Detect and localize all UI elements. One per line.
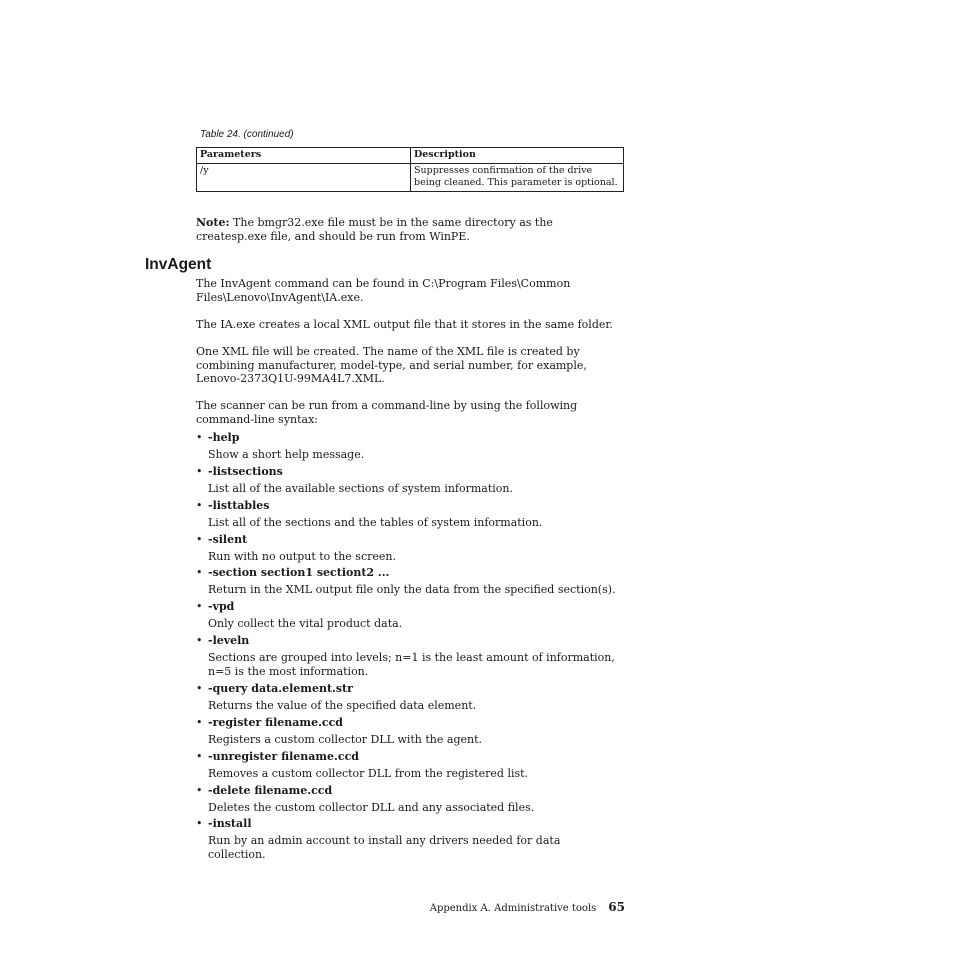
option-description: Only collect the vital product data. <box>208 617 403 630</box>
table-header-parameters: Parameters <box>197 148 411 164</box>
footer-text: Appendix A. Administrative tools <box>429 903 597 914</box>
bullet-icon: • <box>196 600 203 613</box>
bullet-icon: • <box>196 566 203 579</box>
paragraph-location: The InvAgent command can be found in C:\Program Files\Common Files\Lenovo\InvAgent\IA.exe. <box>196 277 571 304</box>
bullet-icon: • <box>196 533 203 546</box>
option-description: Registers a custom collector DLL with the agent. <box>208 733 483 746</box>
option-name: -leveln <box>208 634 250 647</box>
option-name: -unregister filename.ccd <box>208 750 359 763</box>
option-description: Removes a custom collector DLL from the registered list. <box>208 767 529 780</box>
table-row <box>197 164 624 192</box>
paragraph-output: The IA.exe creates a local XML output file that it stores in the same folder. <box>196 318 613 331</box>
option-name: -listsections <box>208 465 283 478</box>
bullet-icon: • <box>196 499 203 512</box>
option-name: -install <box>208 817 252 830</box>
table-cell-parameter: /y <box>197 164 411 192</box>
option-name: -listtables <box>208 499 270 512</box>
option-description: Show a short help message. <box>208 448 365 461</box>
option-name: -silent <box>208 533 248 546</box>
table-caption: Table 24. (continued) <box>200 129 294 140</box>
option-name: -query data.element.str <box>208 682 353 695</box>
note-text: The bmgr32.exe file must be in the same directory as the createsp.exe file, and should be run from WinPE. <box>196 216 553 243</box>
bullet-icon: • <box>196 431 203 444</box>
option-description: List all of the available sections of system information. <box>208 482 514 495</box>
bullet-icon: • <box>196 784 203 797</box>
option-description: List all of the sections and the tables of system information. <box>208 516 543 529</box>
option-name: -vpd <box>208 600 235 613</box>
note-label: Note: <box>196 216 230 229</box>
option-description: Run with no output to the screen. <box>208 550 396 563</box>
option-description: Deletes the custom collector DLL and any associated files. <box>208 801 535 814</box>
option-name: -help <box>208 431 240 444</box>
option-description: Run by an admin account to install any drivers needed for data collection. <box>208 834 561 861</box>
option-name: -delete filename.ccd <box>208 784 333 797</box>
paragraph-syntax: The scanner can be run from a command-line by using the following command-line syntax: <box>196 399 578 426</box>
note <box>196 216 616 244</box>
option-name: -register filename.ccd <box>208 716 343 729</box>
bullet-icon: • <box>196 634 203 647</box>
option-description: Return in the XML output file only the data from the specified section(s). <box>208 583 616 596</box>
option-description: Sections are grouped into levels; n=1 is the least amount of information, n=5 is the most information. <box>208 651 615 678</box>
section-heading: InvAgent <box>145 256 212 273</box>
parameters-table <box>196 147 624 192</box>
paragraph-xml-file: One XML file will be created. The name of the XML file is created by combining manufacturer, model-type, and serial number, for example, Lenovo-2373Q1U-99MA4L7.XML. <box>196 345 587 385</box>
bullet-icon: • <box>196 465 203 478</box>
bullet-icon: • <box>196 817 203 830</box>
bullet-icon: • <box>196 682 203 695</box>
table-header-description: Description <box>411 148 624 164</box>
table-header-row <box>197 148 624 164</box>
option-name: -section section1 sectiont2 ... <box>208 566 390 579</box>
page-number: 65 <box>608 900 625 914</box>
bullet-icon: • <box>196 716 203 729</box>
page-footer <box>430 900 625 914</box>
bullet-icon: • <box>196 750 203 763</box>
option-description: Returns the value of the specified data element. <box>208 699 477 712</box>
table-cell-description: Suppresses confirmation of the drive being cleaned. This parameter is optional. <box>411 164 624 192</box>
